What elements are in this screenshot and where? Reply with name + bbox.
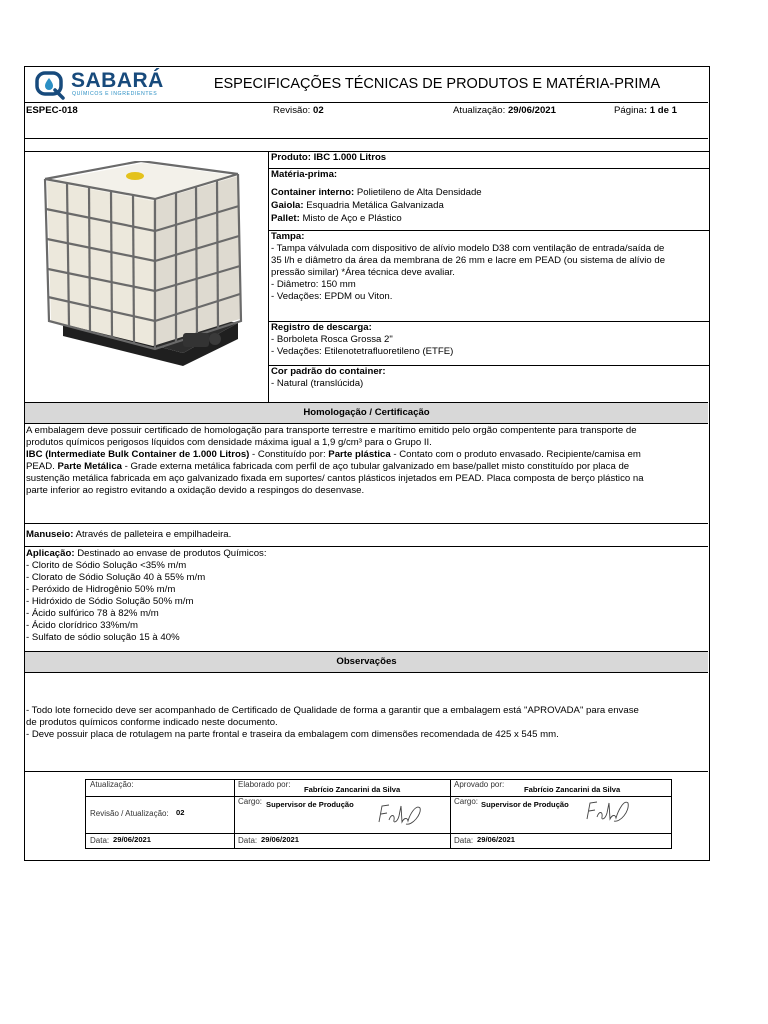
signature-column-divider [450,780,451,848]
tampa-line: 35 l/h e diâmetro da área da membrana de 26 mm e lacre em PEAD (ou sistema de alívio de [271,255,666,266]
sig-update-label: Atualização: [90,780,134,789]
update-field [453,105,556,117]
revision-value: 02 [313,105,324,116]
revision-field [273,105,324,117]
page-label: Página [614,105,644,116]
observacao-line: - Todo lote fornecido deve ser acompanhado de Certificado de Qualidade de forma a garantir que a embalagem está "APROVADA" para envase [26,705,639,716]
sig-date-value: 29/06/2021 [113,835,152,844]
certificacao-line: A embalagem deve possuir certificado de homologação para transporte terrestre e marítimo emitido pelo orgão compentente para transporte de [26,425,637,436]
gaiola-label: Gaiola: [271,200,304,211]
sig-aprovado-cargo-value: Supervisor de Produção [481,800,569,809]
update-label: Atualização: [453,105,506,116]
sig-aprovado-name: Fabrício Zancarini da Silva [524,785,621,794]
plastica-text: - Contato com o produto envasado. Recipiente/camisa em [390,449,641,460]
aplicacao-item: - Ácido sulfúrico 78 à 82% m/m [26,608,159,619]
plastica-bold: Parte plástica [328,449,391,460]
aplicacao-item: - Sulfato de sódio solução 15 à 40% [26,632,180,643]
document-frame [24,66,710,861]
logo-subtitle: QUÍMICOS E INGREDIENTES [72,91,158,97]
signature-column-divider [234,780,235,848]
document-title: ESPECIFICAÇÕES TÉCNICAS DE PRODUTOS E MATÉRIA-PRIMA [213,76,661,92]
cor-heading: Cor padrão do container: [271,366,386,377]
signature-scribble-icon [584,795,632,827]
tampa-line: - Tampa válvulada com dispositivo de alívio modelo D38 com ventilação de entrada/saída de [271,243,665,254]
observacao-line: - Deve possuir placa de rotulagem na parte frontal e traseira da embalagem com dimensões recomendada de 425 x 545 mm. [26,729,559,740]
sig-date-label: Data: [90,836,110,845]
tampa-line: - Vedações: EPDM ou Viton. [271,291,393,302]
gaiola-value: Esquadria Metálica Galvanizada [306,200,444,211]
observacoes-text [26,705,706,741]
sig-aprovado-date-value: 29/06/2021 [477,835,516,844]
descarga-line: - Vedações: Etilenotetrafluoretileno (ETFE) [271,346,454,357]
sig-aprovado-date-label: Data: [454,836,474,845]
sig-revision-value: 02 [176,808,185,817]
sig-aprovado-cargo-label: Cargo: [454,797,479,806]
container-label: Container interno: [271,187,355,198]
aplicacao-item: - Ácido clorídrico 33%m/m [26,620,138,631]
product-name-cell [269,151,710,168]
certificacao-line: sustenção metálica fabricada em aço galvanizado fixada em suportes/ cantos plásticos injetados em PEAD. Placa composta de berço plástico na [26,473,644,484]
ibc-text: - Constituído por: [249,449,329,460]
certificacao-line: produtos químicos perigosos líquidos com densidade máxima igual a 1,9 g/cm³ para o Grupo II. [26,437,432,448]
sig-elaborado-cargo-value: Supervisor de Produção [266,800,354,809]
tampa-cell [269,230,710,321]
certificacao-text [26,425,706,497]
document-meta-row [25,103,708,139]
ibc-bold: IBC (Intermediate Bulk Container de 1.000 Litros) [26,449,250,460]
cor-cell [269,365,710,401]
descarga-cell [269,321,710,365]
product-name: Produto: IBC 1.000 Litros [271,152,387,163]
certificacao-band: Homologação / Certificação [25,402,708,424]
company-logo [35,69,195,101]
observacoes-band: Observações [25,651,708,673]
aplicacao-item: - Clorato de Sódio Solução 40 à 55% m/m [26,572,206,583]
aplicacao-item: - Hidróxido de Sódio Solução 50% m/m [26,596,194,607]
observacao-line: de produtos químicos conforme indicado neste documento. [26,717,278,728]
container-value: Polietileno de Alta Densidade [356,187,482,198]
ibc-container-image [33,161,263,366]
pallet-value: Misto de Aço e Plástico [302,213,402,224]
sig-elaborado-cargo-label: Cargo: [238,797,263,806]
aplicacao-section [26,548,706,644]
descarga-line: - Borboleta Rosca Grossa 2" [271,334,393,345]
tampa-heading: Tampa: [271,231,305,242]
descarga-heading: Registro de descarga: [271,322,372,333]
update-value: 29/06/2021 [507,105,556,116]
logo-mark-icon [35,70,65,100]
divider [25,771,708,772]
aplicacao-item: - Peróxido de Hidrogênio 50% m/m [26,584,176,595]
sig-elaborado-name: Fabrício Zancarini da Silva [304,785,401,794]
metalica-bold: Parte Metálica [57,461,122,472]
tampa-line: pressão similar) *Área técnica deve avaliar. [271,267,455,278]
document-code: ESPEC-018 [26,105,78,116]
sig-elaborado-label: Elaborado por: [238,780,291,789]
sig-aprovado-label: Aprovado por: [454,780,505,789]
sig-elaborado-date-value: 29/06/2021 [261,835,300,844]
signature-row-divider [86,833,671,834]
sig-revision-label: Revisão / Atualização: [90,809,169,818]
aplicacao-text: Destinado ao envase de produtos Químicos: [74,548,267,559]
aplicacao-item: - Clorito de Sódio Solução <35% m/m [26,560,187,571]
page-value: : 1 de 1 [643,105,677,116]
line4-start: PEAD. [26,461,58,472]
pallet-label: Pallet: [271,213,300,224]
signature-scribble-icon [376,800,424,830]
manuseio-section [26,529,706,541]
manuseio-text: Através de palleteira e empilhadeira. [73,529,232,540]
divider [25,546,708,547]
aplicacao-label: Aplicação: [26,548,75,559]
metalica-text: - Grade externa metálica fabricada com perfil de aço tubular galvanizado em base/pallet misto constituído por placa de [122,461,630,472]
certificacao-line: parte inferior ao registro evitando a oxidação devido a respingos do desenvase. [26,485,365,496]
tampa-line: - Diâmetro: 150 mm [271,279,356,290]
signature-table [85,779,672,849]
divider [25,523,708,524]
logo-name: SABARÁ [71,69,164,92]
materia-prima-cell [269,168,710,228]
page-field [614,105,677,117]
manuseio-label: Manuseio: [26,529,74,540]
document-header [25,67,708,103]
revision-label: Revisão: [273,105,311,116]
materia-prima-heading: Matéria-prima: [271,169,338,180]
cor-line: - Natural (translúcida) [271,378,364,389]
sig-elaborado-date-label: Data: [238,836,258,845]
